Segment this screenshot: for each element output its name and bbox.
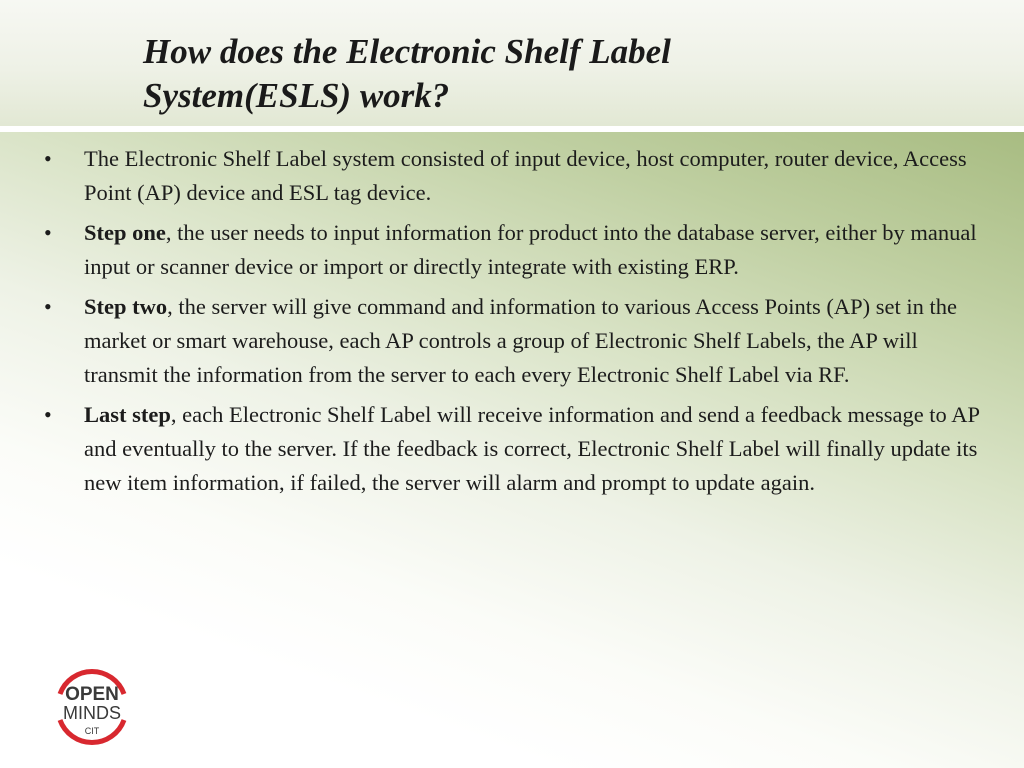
bullet-lead: Step two — [84, 294, 168, 319]
bullet-lead: Last step — [84, 402, 171, 427]
bullet-last-step — [40, 398, 980, 500]
bullet-lead: Step one — [84, 220, 166, 245]
open-minds-cit-logo — [50, 664, 134, 748]
bullet-step-one — [40, 216, 980, 284]
bullet-text: , the server will give command and information to various Access Points (AP) set in the market or smart warehouse, each AP controls a group of Electronic Shelf Labels, the AP will transmit the information from the server to each every Electronic Shelf Label via RF. — [84, 294, 957, 387]
slide-title-line-1: How does the Electronic Shelf Label — [143, 32, 671, 71]
bullet-marker: • — [44, 146, 52, 171]
bullet-marker: • — [44, 294, 52, 319]
logo-text-open: OPEN — [65, 684, 119, 705]
slide-title-line-2: System(ESLS) work? — [143, 76, 450, 115]
bullet-marker: • — [44, 220, 52, 245]
bullet-marker: • — [44, 402, 52, 427]
bullet-list — [40, 142, 980, 506]
bullet-text: , the user needs to input information for product into the database server, either by manual input or scanner device or import or directly integrate with existing ERP. — [84, 220, 977, 279]
bullet-overview — [40, 142, 980, 210]
bullet-text: , each Electronic Shelf Label will receive information and send a feedback message to AP and eventually to the server. If the feedback is correct, Electronic Shelf Label will finally update its new item information, if failed, the server will alarm and prompt to update again. — [84, 402, 980, 495]
logo-text-cit: CIT — [84, 726, 100, 736]
logo-text-minds: MINDS — [63, 703, 121, 723]
slide-title — [143, 30, 943, 118]
bullet-text: The Electronic Shelf Label system consisted of input device, host computer, router device, Access Point (AP) device and ESL tag device. — [84, 146, 967, 205]
bullet-step-two — [40, 290, 980, 392]
